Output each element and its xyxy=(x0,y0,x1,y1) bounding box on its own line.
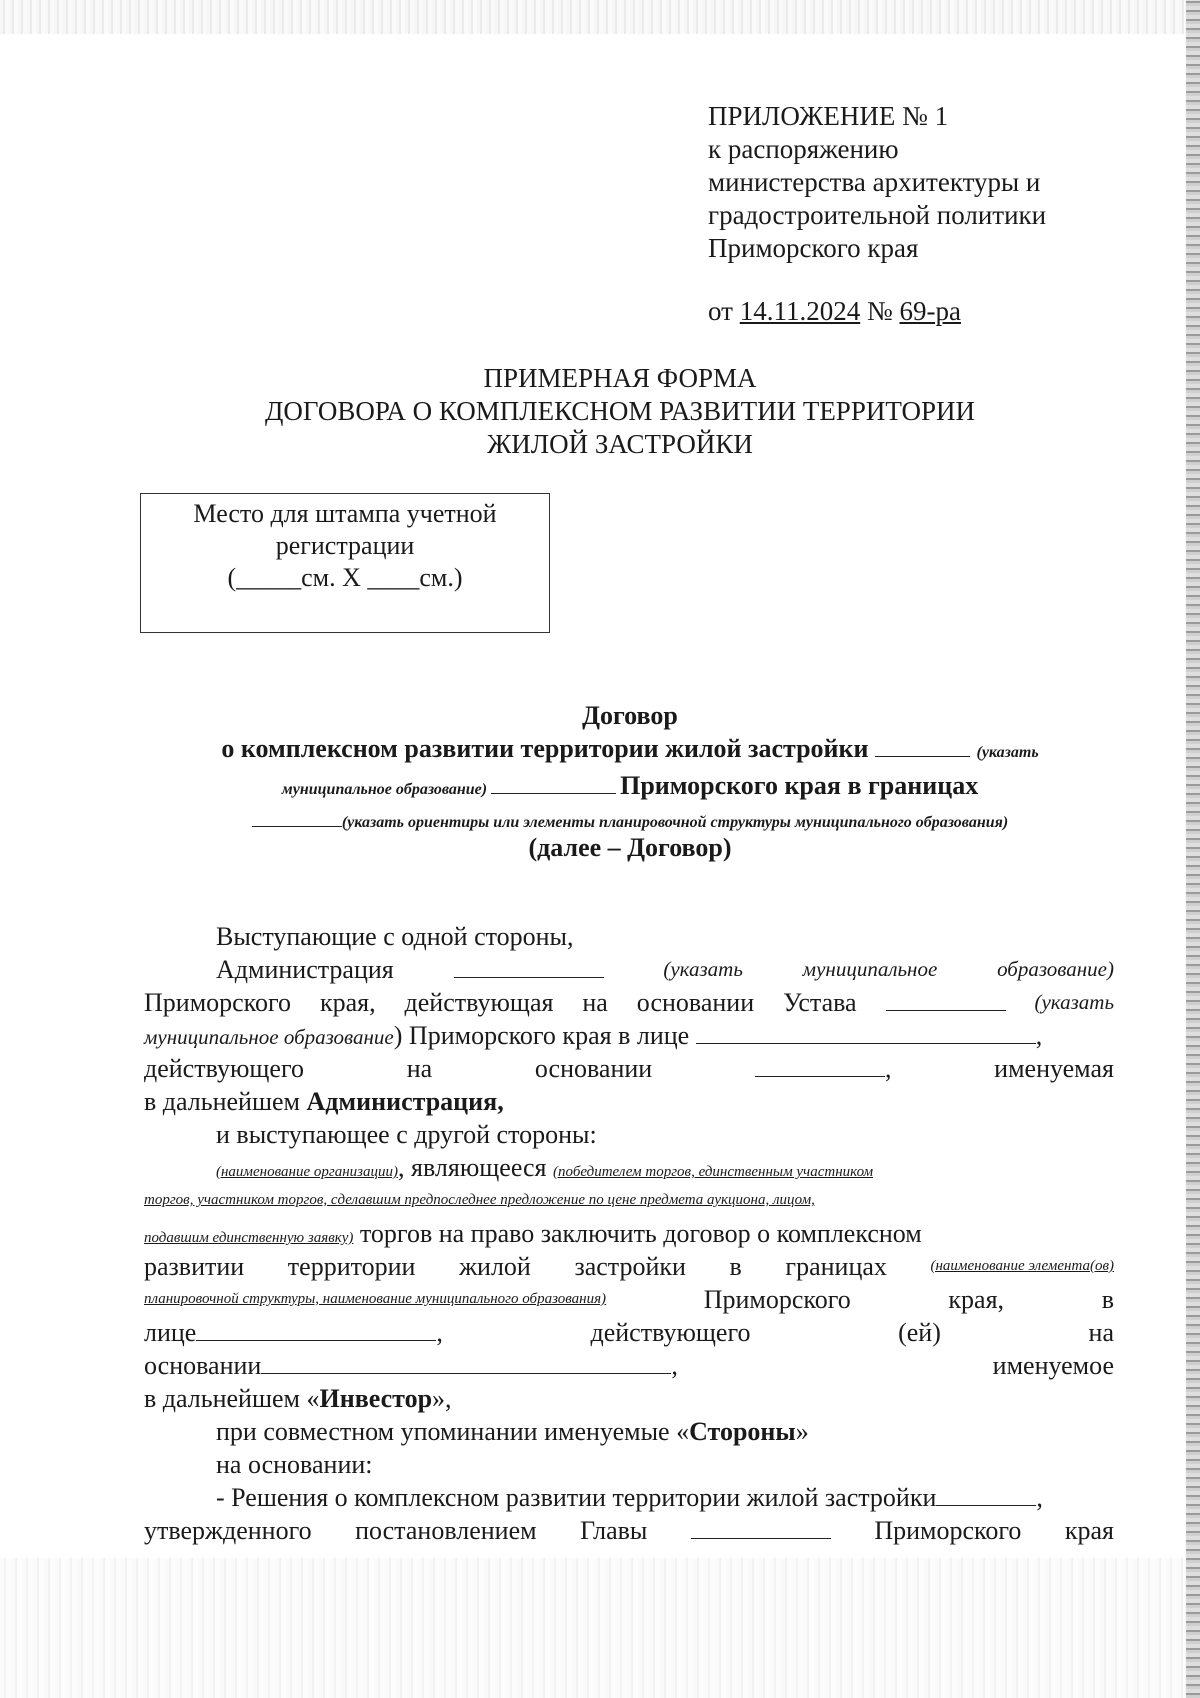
body-line-4 xyxy=(144,1019,1114,1052)
text: действующего xyxy=(144,1054,304,1083)
text: Главы xyxy=(580,1516,648,1545)
date-prefix: от xyxy=(708,296,733,326)
text: Устава xyxy=(783,988,857,1017)
blank-field xyxy=(691,1514,831,1539)
text: в xyxy=(729,1252,742,1281)
body-line-2 xyxy=(144,953,1114,986)
number-sign: № xyxy=(866,296,893,326)
blank-field xyxy=(936,1481,1036,1506)
contract-subtitle-region: Приморского края в границах xyxy=(620,771,979,800)
parties-term: Стороны xyxy=(689,1417,796,1446)
contract-subtitle-2 xyxy=(140,769,1120,802)
attachment-header xyxy=(708,100,1046,328)
blank-field xyxy=(252,802,342,827)
text: действующего xyxy=(590,1318,751,1347)
text: Приморского xyxy=(144,988,292,1017)
blank-field xyxy=(696,1019,1036,1044)
text: утвержденного xyxy=(144,1516,312,1545)
hint: (победителем торгов, единственным участником xyxy=(553,1164,874,1180)
text: территории xyxy=(287,1252,416,1281)
text: , xyxy=(1035,1021,1043,1050)
body-line-12 xyxy=(144,1283,1114,1316)
text: края, xyxy=(319,988,376,1017)
form-title-line-2: ДОГОВОРА О КОМПЛЕКСНОМ РАЗВИТИИ ТЕРРИТОРИИ xyxy=(265,396,975,426)
order-date: 14.11.2024 xyxy=(739,296,861,326)
text: застройки xyxy=(574,1252,686,1281)
text: в xyxy=(1101,1285,1114,1314)
blank-field xyxy=(491,769,616,794)
text: края, xyxy=(948,1285,1005,1314)
text: Приморского xyxy=(874,1516,1022,1545)
text: именуемая xyxy=(994,1054,1114,1083)
stamp-line-2: регистрации xyxy=(275,531,415,560)
order-number: 69-ра xyxy=(899,296,961,326)
hint-municipality-2: муниципальное образование) xyxy=(281,781,488,798)
text: (ей) xyxy=(898,1318,941,1347)
scan-noise-top xyxy=(0,0,1200,34)
party-investor: Инвестор xyxy=(319,1384,433,1413)
attachment-line-1: ПРИЛОЖЕНИЕ № 1 xyxy=(708,101,949,131)
body-line-19 xyxy=(144,1514,1114,1547)
text: , являющееся xyxy=(398,1153,554,1182)
text: - Решения о комплексном развитии территории жилой застройки xyxy=(216,1483,937,1512)
body-line-1: Выступающие с одной стороны, xyxy=(216,922,574,951)
text: основании xyxy=(144,1351,262,1380)
text: жилой xyxy=(459,1252,531,1281)
text: на xyxy=(1088,1318,1114,1347)
text: именуемое xyxy=(992,1351,1114,1380)
text: » xyxy=(795,1417,809,1446)
party-administration: Администрация xyxy=(306,1087,498,1116)
text: на xyxy=(582,988,608,1017)
blank-field xyxy=(875,732,970,757)
blank-field xyxy=(454,953,604,978)
attachment-line-2: к распоряжению xyxy=(708,134,899,164)
form-title-line-1: ПРИМЕРНАЯ ФОРМА xyxy=(483,363,757,393)
hint-municipality: (указать xyxy=(976,744,1039,761)
attachment-line-3: министерства архитектуры и xyxy=(708,167,1041,197)
contract-subtitle-1 xyxy=(140,732,1120,769)
scan-noise-right xyxy=(1186,0,1200,1698)
text: действующая xyxy=(404,988,554,1017)
text: », xyxy=(432,1384,452,1413)
scan-noise-bottom xyxy=(0,1558,1200,1698)
text: границах xyxy=(785,1252,887,1281)
text: основании xyxy=(534,1054,653,1083)
stamp-line-1: Место для штампа учетной xyxy=(193,499,497,528)
text: Приморского xyxy=(703,1285,851,1314)
contract-body xyxy=(144,920,1114,1547)
attachment-line-4: градостроительной политики xyxy=(708,200,1047,230)
text: в дальнейшем xyxy=(144,1087,307,1116)
text: при совместном упоминании именуемые « xyxy=(216,1417,690,1446)
body-line-13 xyxy=(144,1316,1114,1349)
text: ) Приморского края в лице xyxy=(393,1021,690,1050)
contract-subtitle-text: о комплексном развитии территории жилой застройки xyxy=(221,734,869,763)
contract-short-name: (далее – Договор) xyxy=(528,833,732,862)
body-line-8 xyxy=(144,1151,1114,1184)
blank-field xyxy=(196,1316,436,1341)
hint: (указать xyxy=(1034,990,1114,1014)
body-line-10 xyxy=(144,1217,1114,1250)
hint: (наименование организации) xyxy=(216,1164,399,1180)
body-line-5 xyxy=(144,1052,1114,1085)
hint: планировочной структуры, наименование муниципального образования) xyxy=(144,1291,607,1307)
hint: образование) xyxy=(997,957,1114,981)
body-line-3 xyxy=(144,986,1114,1019)
body-line-9: торгов, участником торгов, сделавшим предпоследнее предложение по цене предмета аукциона, лицом, xyxy=(144,1192,815,1208)
hint: (указать xyxy=(663,957,743,981)
text: на xyxy=(406,1054,433,1083)
text: края xyxy=(1064,1516,1114,1545)
body-line-7: и выступающее с другой стороны: xyxy=(216,1120,597,1149)
body-line-6 xyxy=(144,1085,1114,1118)
text: лице xyxy=(144,1318,197,1347)
text: , xyxy=(671,1351,678,1380)
attachment-line-5: Приморского края xyxy=(708,233,919,263)
text: развитии xyxy=(144,1252,245,1281)
text: , xyxy=(884,1054,892,1083)
text: , xyxy=(436,1318,443,1347)
hint: (наименование элемента(ов) xyxy=(930,1258,1114,1274)
registration-stamp-box xyxy=(140,493,550,633)
hint-bounds: (указать ориентиры или элементы планировочной структуры муниципального образования) xyxy=(341,814,1009,831)
contract-heading xyxy=(140,700,1120,864)
text: основании xyxy=(636,988,755,1017)
body-line-11 xyxy=(144,1250,1114,1283)
body-line-16 xyxy=(144,1415,1114,1448)
text: , xyxy=(497,1087,504,1116)
form-title xyxy=(0,362,1200,461)
text: Администрация xyxy=(216,955,394,984)
contract-subtitle-3 xyxy=(140,802,1120,832)
body-line-14 xyxy=(144,1349,1114,1382)
text: в дальнейшем « xyxy=(144,1384,320,1413)
text: постановлением xyxy=(355,1516,537,1545)
hint: подавшим единственную заявку) xyxy=(144,1230,354,1246)
text: торгов на право заключить договор о комплексном xyxy=(353,1219,922,1248)
text: , xyxy=(1036,1483,1043,1512)
form-title-line-3: ЖИЛОЙ ЗАСТРОЙКИ xyxy=(487,429,753,459)
order-date-line xyxy=(708,295,1046,328)
hint: муниципальное xyxy=(802,957,938,981)
body-line-15 xyxy=(144,1382,1114,1415)
body-line-17: на основании: xyxy=(216,1450,373,1479)
hint: муниципальное образование xyxy=(144,1025,394,1049)
body-line-18 xyxy=(144,1481,1114,1514)
blank-field xyxy=(261,1349,671,1374)
blank-field xyxy=(886,986,1006,1011)
stamp-line-3: (_____см. Х ____см.) xyxy=(227,563,463,592)
contract-title: Договор xyxy=(582,701,678,730)
blank-field xyxy=(755,1052,885,1077)
